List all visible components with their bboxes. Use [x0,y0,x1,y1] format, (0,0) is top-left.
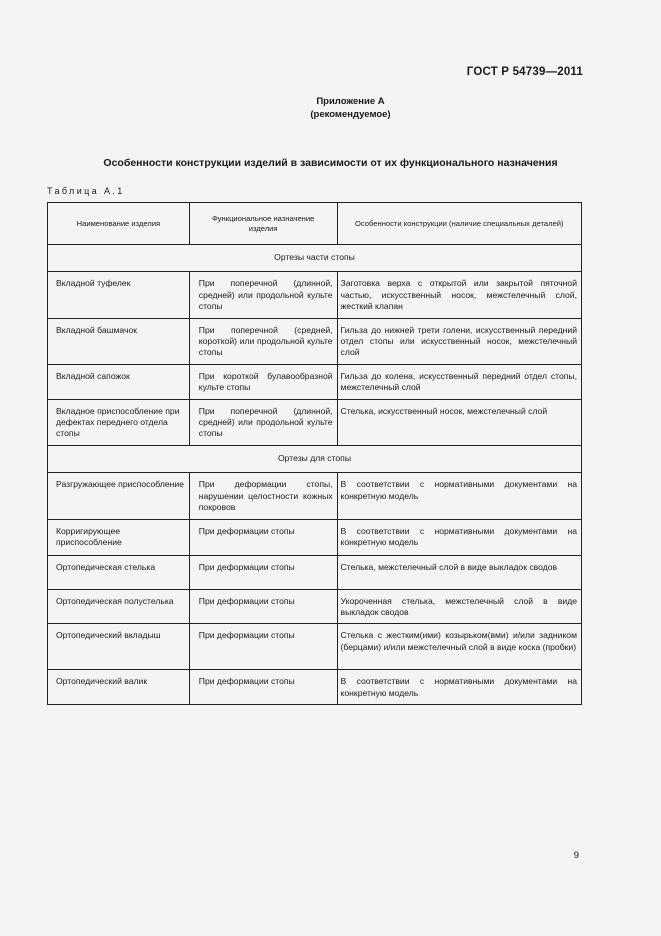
purpose-text: При деформации стопы, нарушении целостности кожных покровов [198,479,333,513]
purpose-text: При деформации стопы [198,676,295,687]
table-body [48,245,582,705]
appendix-subtitle: (рекомендуемое) [310,109,391,120]
table-row [48,519,582,555]
table-label: Таблица А.1 [47,186,125,196]
table-row [48,473,582,519]
features-cell [337,399,581,445]
product-name-cell [48,670,190,705]
product-name-text: Ортопедическая стелька [56,561,156,572]
purpose-cell [189,399,337,445]
purpose-cell [189,272,337,318]
table-row [48,399,582,445]
purpose-text: При поперечной (длинной, средней) или продольной культе стопы [198,278,333,312]
table-row [48,624,582,670]
table-section-row [48,245,582,272]
table-section-row [48,445,582,472]
features-cell [337,364,581,399]
features-cell [337,473,581,519]
purpose-cell [189,364,337,399]
section-heading: Особенности конструкции изделий в зависимости от их функционального назначения [103,157,558,169]
features-cell [337,318,581,364]
product-name-text: Вкладной сапожок [56,370,130,381]
product-name-cell [48,364,190,399]
product-name-text: Разгружающее приспособление [56,479,184,490]
features-text: В соответствии с нормативными документами на конкретную модель [340,479,577,501]
product-name-text: Вкладной туфелек [56,278,131,289]
table-row [48,364,582,399]
table-row [48,272,582,318]
section-title: Ортезы части стопы [274,252,355,262]
purpose-cell [189,519,337,555]
header-cell-features: Особенности конструкции (наличие специальных деталей) [337,203,581,245]
features-cell [337,519,581,555]
product-name-cell [48,473,190,519]
product-name-cell [48,318,190,364]
features-text: Стелька, искусственный носок, межстелечный слой [340,405,548,416]
features-text: Заготовка верха с открытой или закрытой пяточной частью, искусственный носок, межстелечный слой, жесткий клапан [340,278,577,312]
purpose-cell [189,473,337,519]
purpose-text: При короткой булавообразной культе стопы [198,370,333,393]
table-row [48,318,582,364]
table-header-row [48,203,582,245]
product-name-cell [48,519,190,555]
page-number: 9 [573,850,579,861]
table-row [48,589,582,624]
features-cell [337,670,581,705]
features-table [47,202,582,705]
purpose-text: При поперечной (средней, короткой) или продольной культе стопы [198,324,333,358]
features-text: Стелька, межстелечный слой в виде выкладок сводов [340,561,558,572]
product-name-cell [48,624,190,670]
table-row [48,670,582,705]
purpose-cell [189,624,337,670]
purpose-cell [189,555,337,589]
product-name-text: Ортопедическая полустелька [56,595,174,606]
section-title-cell [48,445,582,472]
header-cell-purpose: Функциональное назначение изделия [189,203,337,245]
document-code: ГОСТ Р 54739—2011 [466,66,583,78]
product-name-text: Вкладное приспособление при дефектах переднего отдела стопы [56,405,180,439]
product-name-cell [48,555,190,589]
features-cell [337,589,581,624]
purpose-text: При деформации стопы [198,561,295,572]
product-name-cell [48,589,190,624]
purpose-cell [189,670,337,705]
purpose-text: При поперечной (длинной, средней) или продольной культе стопы [198,405,333,439]
appendix-title: Приложение А [316,96,385,107]
header-cell-name: Наименование изделия [48,203,190,245]
purpose-text: При деформации стопы [198,595,295,606]
table-row [48,555,582,589]
features-text: Гильза до колена, искусственный передний отдел стопы, межстелечный слой [340,370,577,393]
purpose-cell [189,318,337,364]
features-cell [337,555,581,589]
features-cell [337,272,581,318]
purpose-cell [189,589,337,624]
features-text: Стелька с жестким(ими) козырьком(вми) и/или задником (берцами) и/или межстелечный слой в виде коска (пробки) [340,630,577,652]
purpose-text: При деформации стопы [198,525,295,536]
features-text: Укороченная стелька, межстелечный слой в виде выкладок сводов [340,595,577,617]
product-name-text: Вкладной башмачок [56,324,138,335]
product-name-text: Ортопедический валик [56,676,148,687]
product-name-cell [48,399,190,445]
features-cell [337,624,581,670]
features-text: В соответствии с нормативными документами на конкретную модель [340,676,577,698]
section-title-cell [48,245,582,272]
purpose-text: При деформации стопы [198,630,295,641]
product-name-cell [48,272,190,318]
product-name-text: Ортопедический вкладыш [56,630,161,641]
product-name-text: Корригирующее приспособление [56,525,122,547]
section-title: Ортезы для стопы [277,452,352,463]
features-text: Гильза до нижней трети голени, искусственный передний отдел стопы или искусственный носок, межстелечный слой [340,324,577,358]
features-text: В соответствии с нормативными документами на конкретную модель [340,525,577,547]
